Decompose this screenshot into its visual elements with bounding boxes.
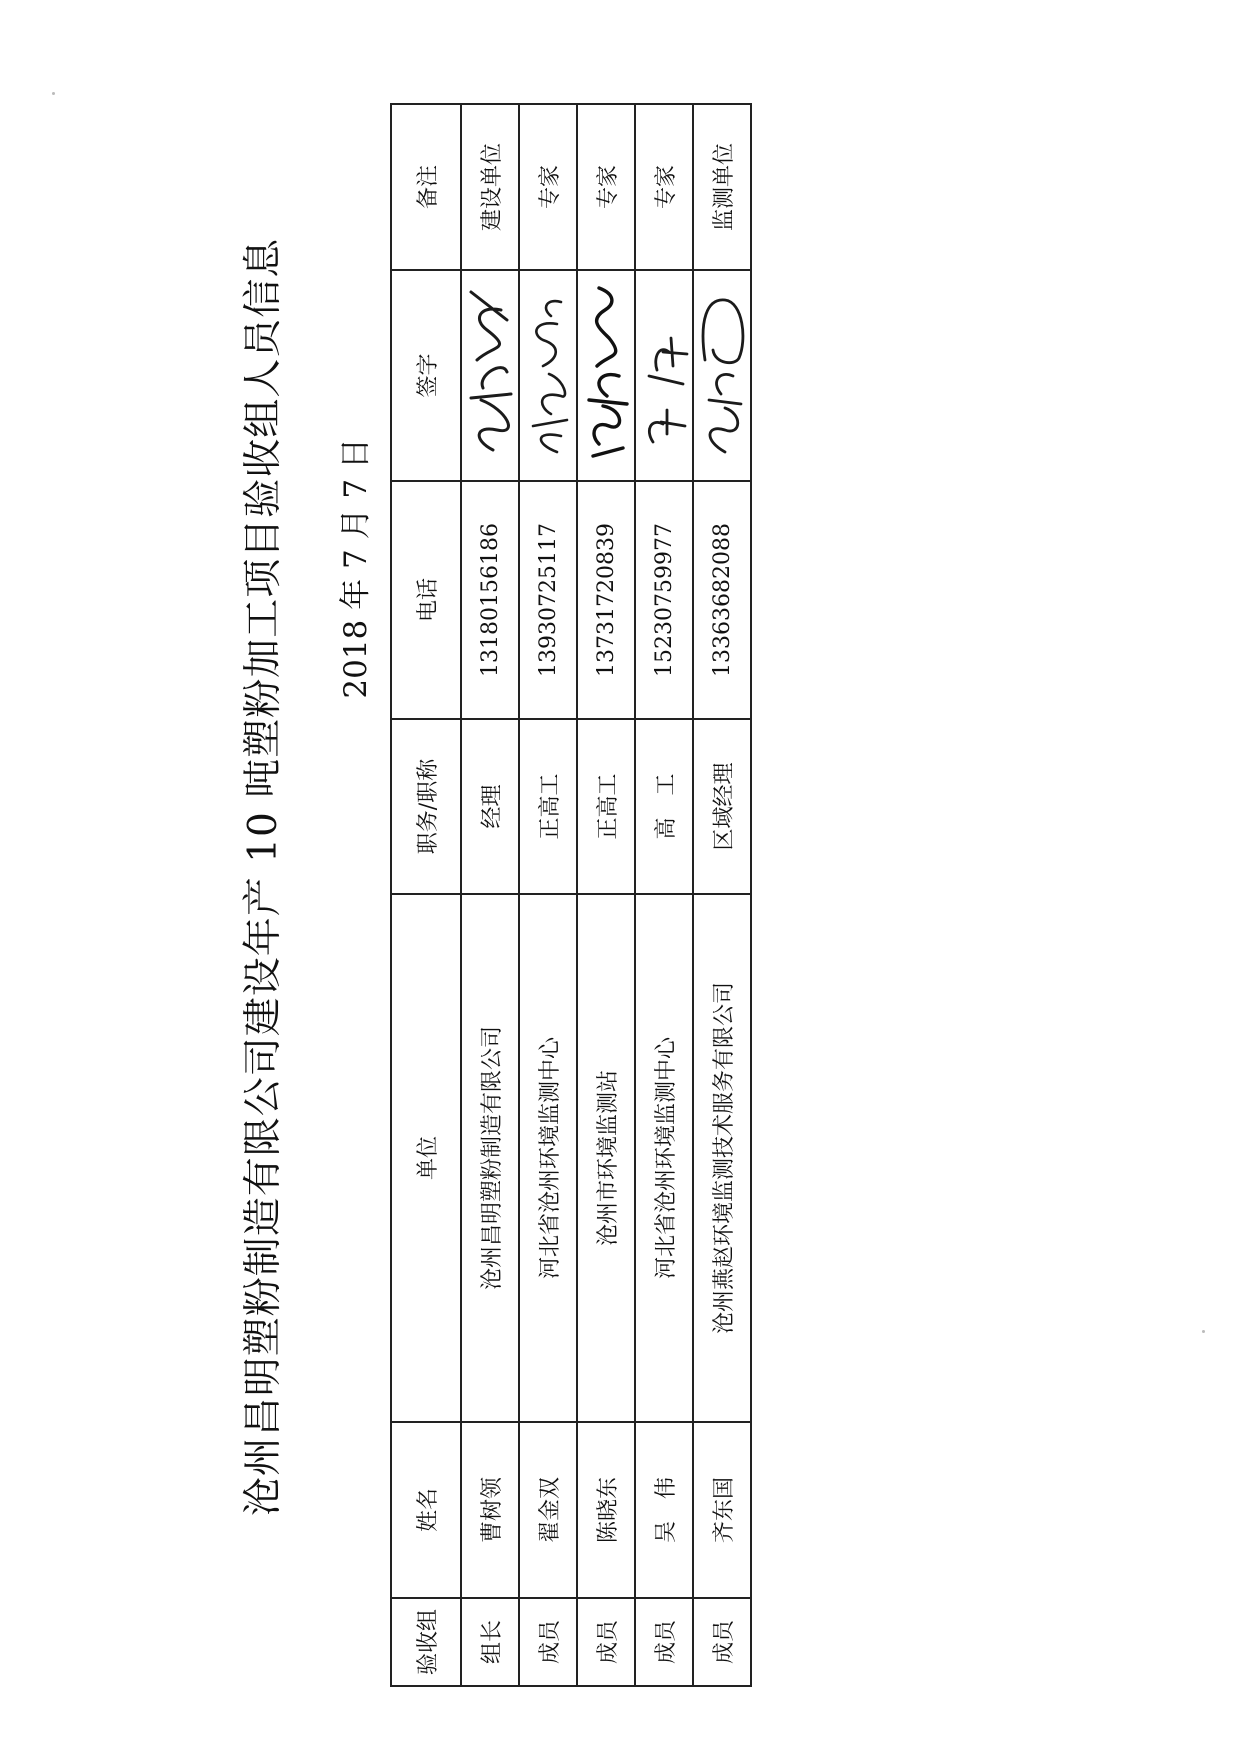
header-cell: 签字 bbox=[391, 270, 461, 481]
name-cell: 陈晓东 bbox=[577, 1422, 635, 1598]
title-cell: 高 工 bbox=[635, 719, 693, 894]
table-row bbox=[693, 104, 751, 1686]
document-date: 2018 年 7 月 7 日 bbox=[338, 438, 374, 699]
role-cell: 成员 bbox=[577, 1598, 635, 1686]
unit-cell: 沧州燕赵环境监测技术服务有限公司 bbox=[693, 894, 751, 1422]
phone-cell: 13363682088 bbox=[693, 481, 751, 719]
table-row bbox=[461, 104, 519, 1686]
role-cell: 组长 bbox=[461, 1598, 519, 1686]
phone-cell: 13930725117 bbox=[519, 481, 577, 719]
note-cell: 监测单位 bbox=[693, 104, 751, 270]
table-row bbox=[577, 104, 635, 1686]
table-row bbox=[519, 104, 577, 1686]
handwritten-signature bbox=[521, 281, 575, 471]
name-cell: 曹树领 bbox=[461, 1422, 519, 1598]
name-cell: 齐东国 bbox=[693, 1422, 751, 1598]
role-cell: 成员 bbox=[519, 1598, 577, 1686]
phone-cell: 13180156186 bbox=[461, 481, 519, 719]
unit-cell: 河北省沧州环境监测中心 bbox=[635, 894, 693, 1422]
header-cell: 验收组 bbox=[391, 1598, 461, 1686]
header-cell: 姓名 bbox=[391, 1422, 461, 1598]
table-header-row bbox=[391, 104, 461, 1686]
header-cell: 备注 bbox=[391, 104, 461, 270]
title-cell: 正高工 bbox=[519, 719, 577, 894]
phone-cell: 15230759977 bbox=[635, 481, 693, 719]
phone-cell: 13731720839 bbox=[577, 481, 635, 719]
name-cell: 翟金双 bbox=[519, 1422, 577, 1598]
header-cell: 职务/职称 bbox=[391, 719, 461, 894]
role-cell: 成员 bbox=[635, 1598, 693, 1686]
handwritten-signature bbox=[637, 281, 691, 471]
note-cell: 专家 bbox=[635, 104, 693, 270]
signature-cell bbox=[693, 270, 751, 481]
role-cell: 成员 bbox=[693, 1598, 751, 1686]
note-cell: 建设单位 bbox=[461, 104, 519, 270]
note-cell: 专家 bbox=[577, 104, 635, 270]
table-row bbox=[635, 104, 693, 1686]
handwritten-signature bbox=[579, 281, 633, 471]
unit-cell: 河北省沧州环境监测中心 bbox=[519, 894, 577, 1422]
document-title: 沧州昌明塑粉制造有限公司建设年产 10 吨塑粉加工项目验收组人员信息 bbox=[241, 237, 286, 1517]
signature-cell bbox=[461, 270, 519, 481]
signature-cell bbox=[635, 270, 693, 481]
header-cell: 单位 bbox=[391, 894, 461, 1422]
unit-cell: 沧州昌明塑粉制造有限公司 bbox=[461, 894, 519, 1422]
title-cell: 区域经理 bbox=[693, 719, 751, 894]
header-cell: 电话 bbox=[391, 481, 461, 719]
acceptance-team-table bbox=[390, 103, 752, 1687]
name-cell: 吴 伟 bbox=[635, 1422, 693, 1598]
handwritten-signature bbox=[695, 281, 749, 471]
unit-cell: 沧州市环境监测站 bbox=[577, 894, 635, 1422]
title-cell: 正高工 bbox=[577, 719, 635, 894]
note-cell: 专家 bbox=[519, 104, 577, 270]
signature-cell bbox=[577, 270, 635, 481]
signature-cell bbox=[519, 270, 577, 481]
title-cell: 经理 bbox=[461, 719, 519, 894]
handwritten-signature bbox=[463, 281, 517, 471]
